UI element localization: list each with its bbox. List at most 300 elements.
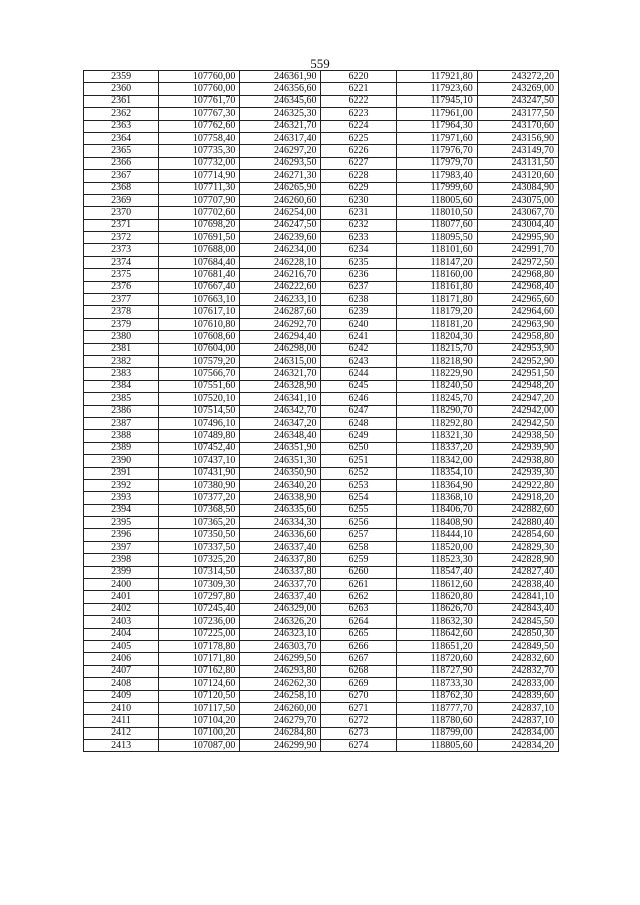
x-coordinate-left: 107760,00 xyxy=(159,83,240,95)
x-coordinate-left: 107667,40 xyxy=(159,281,240,293)
point-number-left: 2373 xyxy=(84,244,159,256)
y-coordinate-left: 246321,70 xyxy=(240,368,321,380)
point-number-right: 6266 xyxy=(321,640,396,652)
y-coordinate-right: 243177,50 xyxy=(477,108,558,120)
table-row xyxy=(84,306,559,318)
y-coordinate-right: 242837,10 xyxy=(477,702,558,714)
point-number-left: 2400 xyxy=(84,579,159,591)
y-coordinate-right: 242834,20 xyxy=(477,740,558,752)
x-coordinate-left: 107663,10 xyxy=(159,294,240,306)
point-number-left: 2383 xyxy=(84,368,159,380)
y-coordinate-right: 243170,60 xyxy=(477,120,558,132)
point-number-right: 6253 xyxy=(321,479,396,491)
x-coordinate-right: 117979,70 xyxy=(396,157,477,169)
y-coordinate-left: 246351,90 xyxy=(240,442,321,454)
x-coordinate-right: 118245,70 xyxy=(396,393,477,405)
y-coordinate-right: 242845,50 xyxy=(477,616,558,628)
y-coordinate-left: 246303,70 xyxy=(240,640,321,652)
y-coordinate-right: 243120,60 xyxy=(477,170,558,182)
point-number-right: 6255 xyxy=(321,504,396,516)
x-coordinate-left: 107365,20 xyxy=(159,517,240,529)
point-number-left: 2410 xyxy=(84,702,159,714)
x-coordinate-right: 117971,60 xyxy=(396,132,477,144)
y-coordinate-right: 242833,00 xyxy=(477,678,558,690)
point-number-right: 6239 xyxy=(321,306,396,318)
point-number-right: 6240 xyxy=(321,318,396,330)
y-coordinate-right: 242828,90 xyxy=(477,554,558,566)
y-coordinate-left: 246337,40 xyxy=(240,541,321,553)
x-coordinate-right: 117983,40 xyxy=(396,170,477,182)
x-coordinate-right: 118733,30 xyxy=(396,678,477,690)
point-number-right: 6270 xyxy=(321,690,396,702)
table-row xyxy=(84,727,559,739)
x-coordinate-left: 107761,70 xyxy=(159,95,240,107)
point-number-left: 2390 xyxy=(84,455,159,467)
table-row xyxy=(84,95,559,107)
point-number-left: 2378 xyxy=(84,306,159,318)
point-number-right: 6260 xyxy=(321,566,396,578)
table-row xyxy=(84,343,559,355)
x-coordinate-left: 107162,80 xyxy=(159,665,240,677)
point-number-right: 6271 xyxy=(321,702,396,714)
y-coordinate-left: 246325,30 xyxy=(240,108,321,120)
point-number-left: 2389 xyxy=(84,442,159,454)
x-coordinate-left: 107698,20 xyxy=(159,219,240,231)
point-number-left: 2359 xyxy=(84,71,159,83)
x-coordinate-left: 107617,10 xyxy=(159,306,240,318)
point-number-right: 6236 xyxy=(321,269,396,281)
point-number-right: 6244 xyxy=(321,368,396,380)
point-number-left: 2413 xyxy=(84,740,159,752)
x-coordinate-right: 118520,00 xyxy=(396,541,477,553)
x-coordinate-right: 118408,90 xyxy=(396,517,477,529)
y-coordinate-left: 246315,00 xyxy=(240,355,321,367)
y-coordinate-left: 246328,90 xyxy=(240,380,321,392)
x-coordinate-left: 107496,10 xyxy=(159,417,240,429)
x-coordinate-left: 107325,20 xyxy=(159,554,240,566)
table-row xyxy=(84,492,559,504)
table-row xyxy=(84,132,559,144)
point-number-right: 6233 xyxy=(321,232,396,244)
point-number-left: 2386 xyxy=(84,405,159,417)
point-number-left: 2412 xyxy=(84,727,159,739)
y-coordinate-left: 246284,80 xyxy=(240,727,321,739)
y-coordinate-left: 246234,00 xyxy=(240,244,321,256)
table-row xyxy=(84,616,559,628)
x-coordinate-right: 118727,90 xyxy=(396,665,477,677)
table-row xyxy=(84,603,559,615)
y-coordinate-right: 243004,40 xyxy=(477,219,558,231)
table-row xyxy=(84,108,559,120)
x-coordinate-left: 107711,30 xyxy=(159,182,240,194)
point-number-right: 6232 xyxy=(321,219,396,231)
x-coordinate-right: 118204,30 xyxy=(396,331,477,343)
table-row xyxy=(84,318,559,330)
point-number-left: 2382 xyxy=(84,355,159,367)
x-coordinate-right: 118620,80 xyxy=(396,591,477,603)
point-number-right: 6273 xyxy=(321,727,396,739)
y-coordinate-right: 243149,70 xyxy=(477,145,558,157)
x-coordinate-left: 107579,20 xyxy=(159,355,240,367)
y-coordinate-right: 243084,90 xyxy=(477,182,558,194)
y-coordinate-right: 242942,00 xyxy=(477,405,558,417)
y-coordinate-left: 246321,70 xyxy=(240,120,321,132)
y-coordinate-right: 242995,90 xyxy=(477,232,558,244)
point-number-right: 6225 xyxy=(321,132,396,144)
y-coordinate-right: 243247,50 xyxy=(477,95,558,107)
y-coordinate-right: 242880,40 xyxy=(477,517,558,529)
table-row xyxy=(84,281,559,293)
x-coordinate-left: 107489,80 xyxy=(159,430,240,442)
x-coordinate-right: 117961,00 xyxy=(396,108,477,120)
point-number-left: 2375 xyxy=(84,269,159,281)
table-row xyxy=(84,554,559,566)
y-coordinate-left: 246258,10 xyxy=(240,690,321,702)
point-number-left: 2365 xyxy=(84,145,159,157)
y-coordinate-right: 242827,40 xyxy=(477,566,558,578)
x-coordinate-right: 118005,60 xyxy=(396,194,477,206)
y-coordinate-left: 246279,70 xyxy=(240,715,321,727)
table-row xyxy=(84,157,559,169)
point-number-right: 6256 xyxy=(321,517,396,529)
point-number-left: 2402 xyxy=(84,603,159,615)
x-coordinate-right: 118337,20 xyxy=(396,442,477,454)
y-coordinate-right: 242968,80 xyxy=(477,269,558,281)
point-number-right: 6248 xyxy=(321,417,396,429)
x-coordinate-left: 107452,40 xyxy=(159,442,240,454)
point-number-left: 2384 xyxy=(84,380,159,392)
x-coordinate-left: 107608,60 xyxy=(159,331,240,343)
y-coordinate-left: 246329,00 xyxy=(240,603,321,615)
y-coordinate-right: 242829,30 xyxy=(477,541,558,553)
table-row xyxy=(84,442,559,454)
point-number-right: 6235 xyxy=(321,256,396,268)
table-row xyxy=(84,417,559,429)
table-row xyxy=(84,715,559,727)
x-coordinate-right: 118651,20 xyxy=(396,640,477,652)
y-coordinate-right: 243269,00 xyxy=(477,83,558,95)
x-coordinate-right: 118010,50 xyxy=(396,207,477,219)
x-coordinate-left: 107681,40 xyxy=(159,269,240,281)
x-coordinate-left: 107120,50 xyxy=(159,690,240,702)
table-row xyxy=(84,232,559,244)
x-coordinate-left: 107087,00 xyxy=(159,740,240,752)
point-number-right: 6259 xyxy=(321,554,396,566)
y-coordinate-left: 246337,80 xyxy=(240,554,321,566)
page-number: 559 xyxy=(310,56,330,71)
point-number-right: 6234 xyxy=(321,244,396,256)
point-number-left: 2368 xyxy=(84,182,159,194)
point-number-left: 2361 xyxy=(84,95,159,107)
x-coordinate-right: 118523,30 xyxy=(396,554,477,566)
point-number-right: 6249 xyxy=(321,430,396,442)
point-number-right: 6227 xyxy=(321,157,396,169)
x-coordinate-left: 107297,80 xyxy=(159,591,240,603)
x-coordinate-right: 118547,40 xyxy=(396,566,477,578)
point-number-right: 6222 xyxy=(321,95,396,107)
point-number-right: 6245 xyxy=(321,380,396,392)
y-coordinate-right: 242938,80 xyxy=(477,455,558,467)
y-coordinate-left: 246216,70 xyxy=(240,269,321,281)
y-coordinate-left: 246222,60 xyxy=(240,281,321,293)
x-coordinate-left: 107350,50 xyxy=(159,529,240,541)
x-coordinate-right: 118290,70 xyxy=(396,405,477,417)
y-coordinate-right: 242968,40 xyxy=(477,281,558,293)
x-coordinate-right: 117999,60 xyxy=(396,182,477,194)
x-coordinate-left: 107714,90 xyxy=(159,170,240,182)
y-coordinate-right: 242942,50 xyxy=(477,417,558,429)
x-coordinate-right: 118762,30 xyxy=(396,690,477,702)
table-row xyxy=(84,269,559,281)
x-coordinate-left: 107520,10 xyxy=(159,393,240,405)
point-number-left: 2367 xyxy=(84,170,159,182)
y-coordinate-right: 242843,40 xyxy=(477,603,558,615)
x-coordinate-right: 118612,60 xyxy=(396,579,477,591)
y-coordinate-left: 246337,70 xyxy=(240,579,321,591)
table-row xyxy=(84,541,559,553)
y-coordinate-left: 246239,60 xyxy=(240,232,321,244)
y-coordinate-right: 242963,90 xyxy=(477,318,558,330)
y-coordinate-right: 242948,20 xyxy=(477,380,558,392)
point-number-right: 6265 xyxy=(321,628,396,640)
point-number-left: 2360 xyxy=(84,83,159,95)
point-number-left: 2379 xyxy=(84,318,159,330)
x-coordinate-right: 118799,00 xyxy=(396,727,477,739)
x-coordinate-left: 107566,70 xyxy=(159,368,240,380)
x-coordinate-left: 107732,00 xyxy=(159,157,240,169)
x-coordinate-left: 107691,50 xyxy=(159,232,240,244)
y-coordinate-right: 242841,10 xyxy=(477,591,558,603)
point-number-right: 6263 xyxy=(321,603,396,615)
point-number-left: 2376 xyxy=(84,281,159,293)
x-coordinate-right: 118444,10 xyxy=(396,529,477,541)
y-coordinate-right: 242953,90 xyxy=(477,343,558,355)
point-number-right: 6261 xyxy=(321,579,396,591)
x-coordinate-right: 118632,30 xyxy=(396,616,477,628)
point-number-left: 2377 xyxy=(84,294,159,306)
y-coordinate-left: 246341,10 xyxy=(240,393,321,405)
table-row xyxy=(84,467,559,479)
point-number-right: 6226 xyxy=(321,145,396,157)
y-coordinate-right: 243272,20 xyxy=(477,71,558,83)
y-coordinate-right: 242972,50 xyxy=(477,256,558,268)
x-coordinate-left: 107604,00 xyxy=(159,343,240,355)
point-number-left: 2405 xyxy=(84,640,159,652)
x-coordinate-right: 118077,60 xyxy=(396,219,477,231)
x-coordinate-left: 107684,40 xyxy=(159,256,240,268)
y-coordinate-left: 246337,80 xyxy=(240,566,321,578)
point-number-left: 2362 xyxy=(84,108,159,120)
x-coordinate-right: 117945,10 xyxy=(396,95,477,107)
table-row xyxy=(84,294,559,306)
y-coordinate-right: 242947,20 xyxy=(477,393,558,405)
y-coordinate-left: 246298,00 xyxy=(240,343,321,355)
y-coordinate-right: 242918,20 xyxy=(477,492,558,504)
point-number-right: 6269 xyxy=(321,678,396,690)
x-coordinate-left: 107225,00 xyxy=(159,628,240,640)
table-row xyxy=(84,331,559,343)
table-row xyxy=(84,504,559,516)
x-coordinate-right: 118171,80 xyxy=(396,294,477,306)
x-coordinate-left: 107760,00 xyxy=(159,71,240,83)
point-number-left: 2391 xyxy=(84,467,159,479)
y-coordinate-right: 242849,50 xyxy=(477,640,558,652)
y-coordinate-left: 246338,90 xyxy=(240,492,321,504)
point-number-right: 6252 xyxy=(321,467,396,479)
x-coordinate-left: 107245,40 xyxy=(159,603,240,615)
x-coordinate-left: 107735,30 xyxy=(159,145,240,157)
table-row xyxy=(84,690,559,702)
x-coordinate-right: 118292,80 xyxy=(396,417,477,429)
point-number-right: 6254 xyxy=(321,492,396,504)
point-number-left: 2406 xyxy=(84,653,159,665)
point-number-left: 2369 xyxy=(84,194,159,206)
table-row xyxy=(84,393,559,405)
table-row xyxy=(84,120,559,132)
table-row xyxy=(84,145,559,157)
y-coordinate-left: 246361,90 xyxy=(240,71,321,83)
x-coordinate-left: 107117,50 xyxy=(159,702,240,714)
table-row xyxy=(84,430,559,442)
point-number-left: 2395 xyxy=(84,517,159,529)
x-coordinate-left: 107437,10 xyxy=(159,455,240,467)
x-coordinate-right: 118240,50 xyxy=(396,380,477,392)
x-coordinate-left: 107431,90 xyxy=(159,467,240,479)
table-row xyxy=(84,71,559,83)
point-number-right: 6220 xyxy=(321,71,396,83)
x-coordinate-right: 118364,90 xyxy=(396,479,477,491)
y-coordinate-right: 242837,10 xyxy=(477,715,558,727)
x-coordinate-right: 118342,00 xyxy=(396,455,477,467)
point-number-right: 6242 xyxy=(321,343,396,355)
y-coordinate-left: 246351,30 xyxy=(240,455,321,467)
table-row xyxy=(84,702,559,714)
y-coordinate-right: 243075,00 xyxy=(477,194,558,206)
x-coordinate-right: 118406,70 xyxy=(396,504,477,516)
table-row xyxy=(84,529,559,541)
y-coordinate-left: 246356,60 xyxy=(240,83,321,95)
table-row xyxy=(84,740,559,752)
x-coordinate-right: 118161,80 xyxy=(396,281,477,293)
x-coordinate-right: 118101,60 xyxy=(396,244,477,256)
x-coordinate-right: 118777,70 xyxy=(396,702,477,714)
x-coordinate-right: 117976,70 xyxy=(396,145,477,157)
table-row xyxy=(84,591,559,603)
point-number-left: 2370 xyxy=(84,207,159,219)
x-coordinate-left: 107762,60 xyxy=(159,120,240,132)
y-coordinate-left: 246335,60 xyxy=(240,504,321,516)
y-coordinate-left: 246345,60 xyxy=(240,95,321,107)
x-coordinate-right: 117923,60 xyxy=(396,83,477,95)
x-coordinate-left: 107377,20 xyxy=(159,492,240,504)
x-coordinate-left: 107104,20 xyxy=(159,715,240,727)
y-coordinate-left: 246350,90 xyxy=(240,467,321,479)
point-number-left: 2387 xyxy=(84,417,159,429)
point-number-right: 6230 xyxy=(321,194,396,206)
x-coordinate-right: 118626,70 xyxy=(396,603,477,615)
point-number-left: 2363 xyxy=(84,120,159,132)
point-number-left: 2380 xyxy=(84,331,159,343)
point-number-right: 6224 xyxy=(321,120,396,132)
point-number-left: 2364 xyxy=(84,132,159,144)
point-number-right: 6268 xyxy=(321,665,396,677)
table-row xyxy=(84,244,559,256)
y-coordinate-right: 242965,60 xyxy=(477,294,558,306)
x-coordinate-left: 107380,90 xyxy=(159,479,240,491)
y-coordinate-right: 242922,80 xyxy=(477,479,558,491)
x-coordinate-right: 118321,30 xyxy=(396,430,477,442)
y-coordinate-right: 243131,50 xyxy=(477,157,558,169)
point-number-left: 2385 xyxy=(84,393,159,405)
y-coordinate-right: 242951,50 xyxy=(477,368,558,380)
y-coordinate-left: 246293,80 xyxy=(240,665,321,677)
y-coordinate-right: 242939,90 xyxy=(477,442,558,454)
y-coordinate-right: 242964,60 xyxy=(477,306,558,318)
point-number-right: 6267 xyxy=(321,653,396,665)
point-number-left: 2366 xyxy=(84,157,159,169)
y-coordinate-left: 246348,40 xyxy=(240,430,321,442)
y-coordinate-left: 246334,30 xyxy=(240,517,321,529)
x-coordinate-left: 107100,20 xyxy=(159,727,240,739)
y-coordinate-right: 242832,70 xyxy=(477,665,558,677)
point-number-left: 2398 xyxy=(84,554,159,566)
point-number-left: 2399 xyxy=(84,566,159,578)
point-number-left: 2407 xyxy=(84,665,159,677)
x-coordinate-left: 107178,80 xyxy=(159,640,240,652)
y-coordinate-left: 246260,00 xyxy=(240,702,321,714)
x-coordinate-right: 118642,60 xyxy=(396,628,477,640)
point-number-right: 6257 xyxy=(321,529,396,541)
point-number-right: 6238 xyxy=(321,294,396,306)
y-coordinate-right: 242850,30 xyxy=(477,628,558,640)
point-number-right: 6241 xyxy=(321,331,396,343)
y-coordinate-left: 246299,50 xyxy=(240,653,321,665)
table-row xyxy=(84,170,559,182)
table-row xyxy=(84,83,559,95)
y-coordinate-left: 246293,50 xyxy=(240,157,321,169)
y-coordinate-right: 242854,60 xyxy=(477,529,558,541)
x-coordinate-left: 107171,80 xyxy=(159,653,240,665)
table-row xyxy=(84,194,559,206)
x-coordinate-right: 117921,80 xyxy=(396,71,477,83)
y-coordinate-left: 246317,40 xyxy=(240,132,321,144)
y-coordinate-left: 246299,90 xyxy=(240,740,321,752)
y-coordinate-left: 246247,50 xyxy=(240,219,321,231)
x-coordinate-right: 118179,20 xyxy=(396,306,477,318)
y-coordinate-right: 242838,40 xyxy=(477,579,558,591)
point-number-left: 2409 xyxy=(84,690,159,702)
x-coordinate-right: 118181,20 xyxy=(396,318,477,330)
y-coordinate-left: 246292,70 xyxy=(240,318,321,330)
point-number-left: 2404 xyxy=(84,628,159,640)
y-coordinate-right: 242939,30 xyxy=(477,467,558,479)
x-coordinate-left: 107124,60 xyxy=(159,678,240,690)
point-number-right: 6228 xyxy=(321,170,396,182)
x-coordinate-left: 107610,80 xyxy=(159,318,240,330)
x-coordinate-right: 118368,10 xyxy=(396,492,477,504)
point-number-right: 6258 xyxy=(321,541,396,553)
table-row xyxy=(84,479,559,491)
table-row xyxy=(84,455,559,467)
y-coordinate-left: 246287,60 xyxy=(240,306,321,318)
point-number-right: 6264 xyxy=(321,616,396,628)
x-coordinate-right: 117964,30 xyxy=(396,120,477,132)
table-row xyxy=(84,579,559,591)
point-number-right: 6262 xyxy=(321,591,396,603)
point-number-right: 6272 xyxy=(321,715,396,727)
coordinates-table-body xyxy=(84,71,559,752)
point-number-left: 2411 xyxy=(84,715,159,727)
